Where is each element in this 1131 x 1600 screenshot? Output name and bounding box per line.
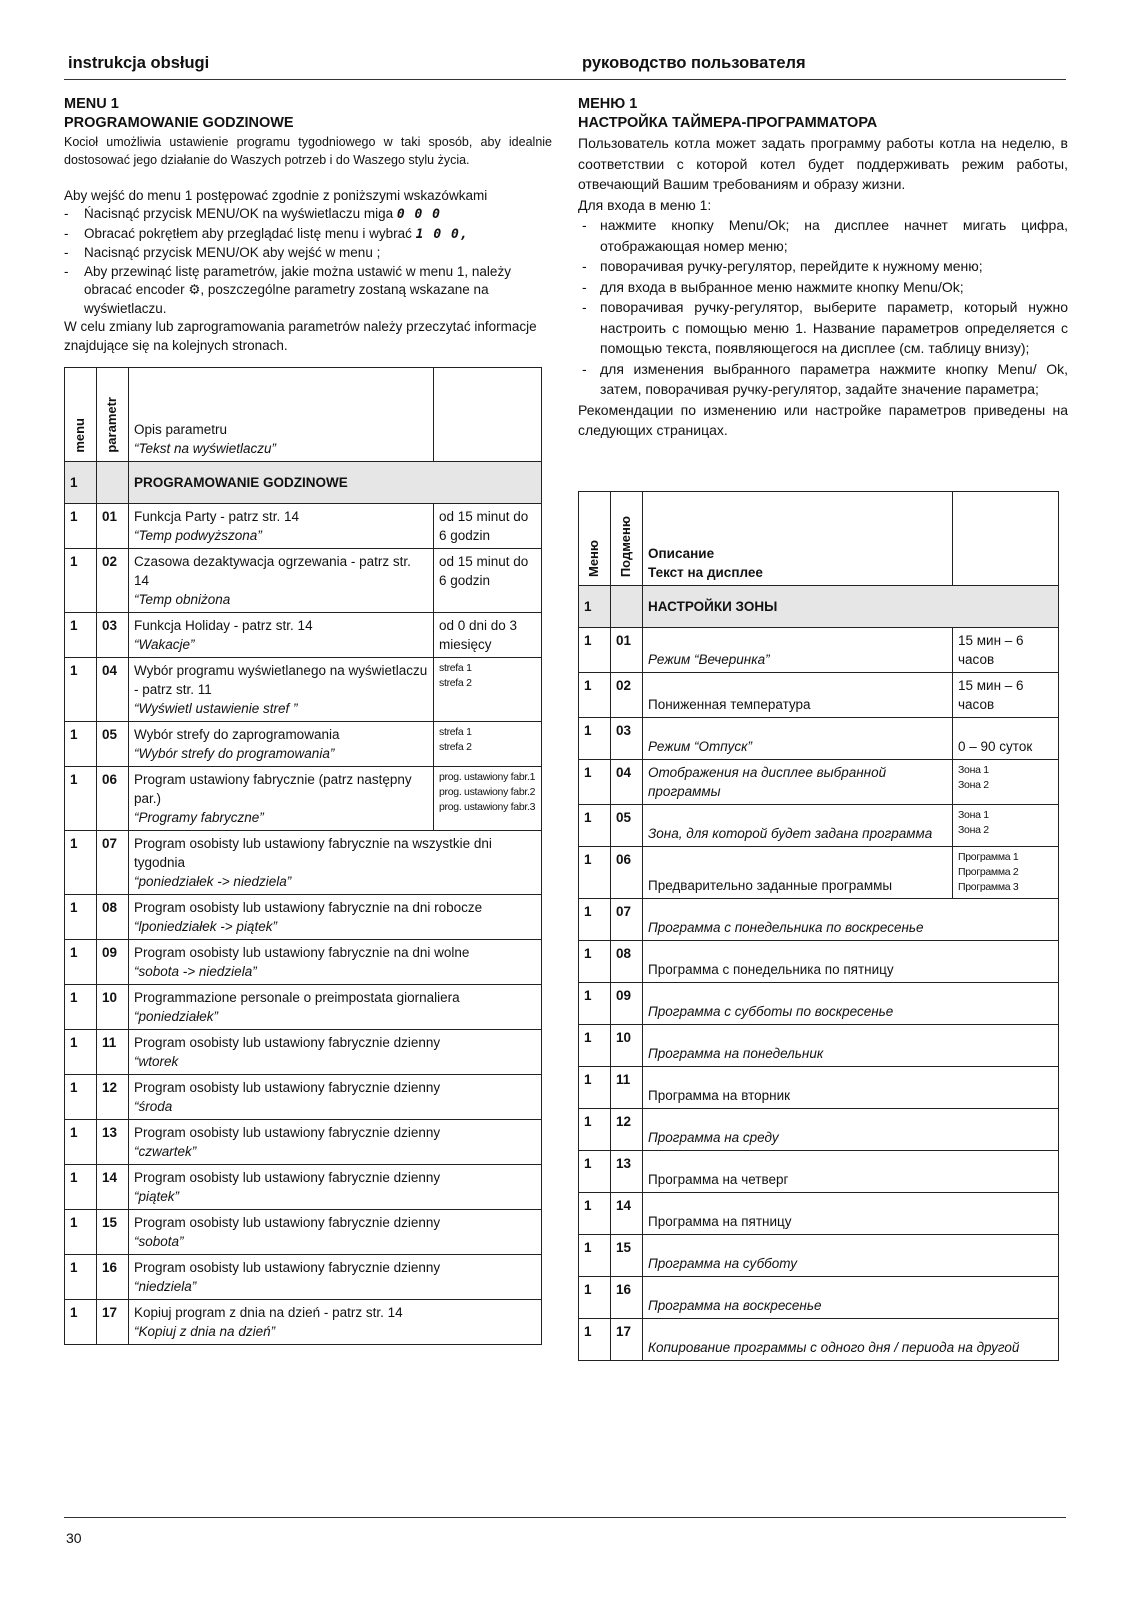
table-row: [579, 1151, 1059, 1193]
row-value-line: od 15 minut do: [439, 554, 529, 569]
row-desc-text: Программа на понедельник: [648, 1046, 824, 1061]
table-row: [65, 1210, 542, 1255]
right-step-item: - для изменения выбранного параметра нажмите кнопку Menu/ Ok, затем, поворачивая ручку-регулятор, задайте значение параметра;: [578, 359, 1068, 400]
row-menu-number: 1: [65, 1300, 97, 1345]
right-step-item: - нажмите кнопку Menu/Ok; на дисплее начнет мигать цифра, отображающая номер меню;: [578, 215, 1068, 256]
row-param-number: 16: [611, 1277, 643, 1319]
row-desc-text: Программа на вторник: [648, 1088, 791, 1103]
row-desc-text: Программа с субботы по воскресенье: [648, 1004, 894, 1019]
row-display-text: “poniedziałek -> niedziela”: [134, 874, 292, 889]
header-rule: [64, 79, 1066, 80]
table-row: [65, 940, 542, 985]
row-description: [129, 1300, 542, 1345]
left-outro: W celu zmiany lub zaprogramowania parametrów należy przeczytać informacje znajdujące się na kolejnych stronach.: [64, 319, 537, 353]
row-description: [129, 1210, 542, 1255]
left-step-text: Aby przewinąć listę parametrów, jakie można ustawić w menu 1, należy obracać encoder ⚙, poszczególne parametry zostaną wskazane na wyświetlaczu.: [84, 263, 511, 316]
row-value-line: часов: [958, 652, 995, 667]
row-desc-text: Программа на четверг: [648, 1172, 789, 1187]
header-value-cell: [434, 368, 542, 462]
table-row: [65, 549, 542, 613]
row-desc-text: Wybór strefy do zaprogramowania: [134, 727, 340, 742]
row-description: [129, 1075, 542, 1120]
header-desc-cell: [643, 492, 953, 586]
row-value-line: Зона 1: [958, 764, 989, 776]
row-display-text: “Temp podwyższona”: [134, 528, 262, 543]
row-description: [129, 613, 434, 658]
table-row: [65, 767, 542, 831]
left-step-text: Ńacisnąć przycisk MENU/OK na wyświetlaczu miga: [84, 206, 394, 221]
row-param-number: 06: [97, 767, 129, 831]
row-desc-text: Funkcja Party - patrz str. 14: [134, 509, 300, 524]
row-desc-text: Program osobisty lub ustawiony fabrycznie dzienny: [134, 1170, 441, 1185]
row-value-line: strefa 2: [439, 677, 472, 689]
row-menu-number: 1: [579, 983, 611, 1025]
row-desc-text: Program osobisty lub ustawiony fabrycznie dzienny: [134, 1260, 441, 1275]
row-param-number: 03: [611, 718, 643, 760]
right-enter-text: Для входа в меню 1:: [578, 196, 712, 213]
table-row: [579, 1067, 1059, 1109]
row-param-number: 04: [97, 658, 129, 722]
row-menu-number: 1: [579, 805, 611, 847]
header-right-title: руководство пользователя: [582, 54, 806, 72]
header-value-cell: [953, 492, 1059, 586]
row-description: [129, 940, 542, 985]
row-param-number: 15: [611, 1235, 643, 1277]
row-display-text: “Wybór strefy do programowania”: [134, 746, 335, 761]
row-value-range: [434, 658, 542, 722]
row-param-number: 12: [97, 1075, 129, 1120]
row-display-text: “czwartek”: [134, 1144, 197, 1159]
row-description: [129, 831, 542, 895]
table-row: [65, 831, 542, 895]
row-param-number: 13: [611, 1151, 643, 1193]
row-menu-number: 1: [579, 1277, 611, 1319]
table-row: [65, 985, 542, 1030]
row-menu-number: 1: [579, 1193, 611, 1235]
row-desc-text: Пониженная температура: [648, 697, 811, 712]
row-value-line: strefa 1: [439, 726, 472, 738]
row-display-text: “środa: [134, 1099, 173, 1114]
row-description: [643, 1109, 1059, 1151]
row-value-range: [953, 673, 1059, 718]
row-param-number: 01: [611, 628, 643, 673]
row-display-text: “Kopiuj z dnia na dzień”: [134, 1324, 276, 1339]
row-menu-number: 1: [65, 1075, 97, 1120]
row-param-number: 10: [97, 985, 129, 1030]
row-display-text: “wtorek: [134, 1054, 179, 1069]
left-steps-list: [64, 205, 552, 318]
left-step-text: Nacisnąć przycisk MENU/OK aby wejść w menu ;: [84, 245, 381, 260]
row-description: [129, 895, 542, 940]
row-desc-text: Kopiuj program z dnia na dzień - patrz str. 14: [134, 1305, 403, 1320]
table-row: [579, 983, 1059, 1025]
row-description: [643, 1067, 1059, 1109]
row-desc-text: Программа с понедельника по воскресенье: [648, 920, 924, 935]
row-param-number: 04: [611, 760, 643, 805]
row-menu-number: 1: [579, 941, 611, 983]
row-menu-number: 1: [65, 985, 97, 1030]
display-digits-icon: 1 0 0,: [415, 226, 469, 242]
row-desc-text: Программа на пятницу: [648, 1214, 792, 1229]
row-desc-text: Режим “Отпуск”: [648, 739, 753, 754]
header-display-text-label: “Tekst na wyświetlaczu”: [134, 441, 277, 456]
right-outro: Рекомендации по изменению или настройке параметров приведены на следующих страницах.: [578, 401, 1068, 438]
left-column: [64, 95, 552, 355]
row-display-text: “piątek”: [134, 1189, 180, 1204]
table-row: [579, 847, 1059, 899]
header-left-title: instrukcja obsługi: [68, 54, 210, 72]
table-row: [65, 1255, 542, 1300]
row-param-number: 08: [97, 895, 129, 940]
row-display-text: “Temp obniżona: [134, 592, 231, 607]
table-header-row: [579, 492, 1059, 586]
row-description: [643, 847, 953, 899]
row-value-range: [953, 847, 1059, 899]
row-description: [129, 1120, 542, 1165]
left-step-item: [64, 244, 552, 263]
row-menu-number: 1: [65, 767, 97, 831]
row-param-number: 05: [611, 805, 643, 847]
row-value-line: Программа 3: [958, 881, 1019, 893]
left-enter-text: Aby wejść do menu 1 postępować zgodnie z poniższymi wskazówkami: [64, 188, 488, 203]
row-value-range: [434, 549, 542, 613]
row-desc-text: Program osobisty lub ustawiony fabrycznie na dni robocze: [134, 900, 483, 915]
table-row: [579, 1109, 1059, 1151]
section-empty: [611, 586, 643, 628]
table-section-row: [579, 586, 1059, 628]
row-menu-number: 1: [65, 658, 97, 722]
left-step-text: Obracać pokrętłem aby przeglądać listę menu i wybrać: [84, 225, 412, 241]
table-row: [579, 673, 1059, 718]
row-menu-number: 1: [65, 831, 97, 895]
row-description: [643, 1025, 1059, 1067]
row-desc-text: Предварительно заданные программы: [648, 878, 893, 893]
row-value-line: prog. ustawiony fabr.1: [439, 771, 536, 783]
row-param-number: 05: [97, 722, 129, 767]
display-digits-icon: 0 0 0: [396, 207, 441, 222]
row-param-number: 01: [97, 504, 129, 549]
row-param-number: 06: [611, 847, 643, 899]
row-menu-number: 1: [579, 718, 611, 760]
footer-rule: [64, 1517, 1066, 1518]
right-parameter-table: [578, 491, 1059, 1361]
row-description: [129, 767, 434, 831]
row-description: [643, 983, 1059, 1025]
row-display-text: “niedziela”: [134, 1279, 197, 1294]
row-param-number: 16: [97, 1255, 129, 1300]
row-value-line: 0 – 90 суток: [958, 739, 1033, 754]
header-param-label: parametr: [104, 397, 119, 453]
row-param-number: 11: [97, 1030, 129, 1075]
row-value-range: [953, 628, 1059, 673]
header-display-text-label: Текст на дисплее: [648, 565, 763, 580]
row-description: [129, 1255, 542, 1300]
right-step-item: - поворачивая ручку-регулятор, выберите параметр, который нужно настроить с помощью меню 1. Название параметров определяется с помощью текста, появляющегося на дисплее (см. таблицу внизу);: [578, 297, 1068, 359]
row-desc-text: Program ustawiony fabrycznie (patrz następny par.): [134, 772, 412, 806]
table-row: [65, 1030, 542, 1075]
header-param-label: Подменю: [618, 515, 633, 577]
row-description: [643, 899, 1059, 941]
row-display-text: “sobota -> niedziela”: [134, 964, 257, 979]
table-row: [65, 1120, 542, 1165]
row-desc-text: Режим “Вечеринка”: [648, 652, 770, 667]
section-label: PROGRAMOWANIE GODZINOWE: [129, 462, 542, 504]
right-step-item: - поворачивая ручку-регулятор, перейдите к нужному меню;: [578, 256, 1068, 277]
row-menu-number: 1: [65, 895, 97, 940]
row-description: [643, 718, 953, 760]
left-menu-title: MENU 1: [64, 96, 119, 112]
row-value-line: prog. ustawiony fabr.3: [439, 801, 536, 813]
row-value-line: od 15 minut do: [439, 509, 529, 524]
row-value-line: Зона 2: [958, 824, 989, 836]
row-display-text: “lponiedziałek -> piątek”: [134, 919, 277, 934]
section-number: 1: [579, 586, 611, 628]
row-menu-number: 1: [579, 1109, 611, 1151]
right-section-title: НАСТРОЙКА ТАЙМЕРА-ПРОГРАММАТОРА: [578, 115, 878, 131]
row-menu-number: 1: [579, 673, 611, 718]
row-value-line: miesięcy: [439, 637, 492, 652]
table-row: [579, 628, 1059, 673]
row-description: [643, 1193, 1059, 1235]
row-param-number: 07: [97, 831, 129, 895]
row-description: [129, 1030, 542, 1075]
table-row: [579, 1319, 1059, 1361]
row-value-range: [953, 805, 1059, 847]
row-desc-text: Program osobisty lub ustawiony fabrycznie dzienny: [134, 1080, 441, 1095]
row-description: [643, 941, 1059, 983]
row-param-number: 17: [97, 1300, 129, 1345]
row-description: [129, 549, 434, 613]
row-description: [643, 1235, 1059, 1277]
table-row: [579, 899, 1059, 941]
row-value-line: Зона 1: [958, 809, 989, 821]
left-step-item: [64, 205, 552, 225]
row-value-range: [434, 504, 542, 549]
row-description: [643, 805, 953, 847]
header-param-cell: [611, 492, 643, 586]
header-desc-cell: [129, 368, 434, 462]
row-desc-text: Czasowa dezaktywacja ogrzewania - patrz str. 14: [134, 554, 411, 588]
row-description: [643, 673, 953, 718]
row-menu-number: 1: [65, 613, 97, 658]
row-value-line: Зона 2: [958, 779, 989, 791]
row-value-line: od 0 dni do 3: [439, 618, 518, 633]
row-value-line: prog. ustawiony fabr.2: [439, 786, 536, 798]
row-menu-number: 1: [579, 1151, 611, 1193]
row-menu-number: 1: [65, 940, 97, 985]
row-value-line: Программа 1: [958, 851, 1019, 863]
row-desc-text: Funkcja Holiday - patrz str. 14: [134, 618, 313, 633]
row-value-line: часов: [958, 697, 995, 712]
row-description: [129, 1165, 542, 1210]
header-menu-label: Меню: [586, 539, 601, 577]
row-desc-text: Программа на воскресенье: [648, 1298, 822, 1313]
row-display-text: “sobota”: [134, 1234, 184, 1249]
row-menu-number: 1: [579, 1319, 611, 1361]
row-menu-number: 1: [579, 1067, 611, 1109]
row-value-line: 6 godzin: [439, 528, 491, 543]
row-display-text: “Wakacje”: [134, 637, 195, 652]
row-desc-text: Зона, для которой будет задана программа: [648, 826, 933, 841]
table-row: [65, 1165, 542, 1210]
header-menu-label: menu: [72, 418, 87, 453]
row-value-line: strefa 1: [439, 662, 472, 674]
row-description: [129, 722, 434, 767]
row-value-line: Программа 2: [958, 866, 1019, 878]
table-row: [65, 722, 542, 767]
table-row: [579, 760, 1059, 805]
header-param-cell: [97, 368, 129, 462]
row-menu-number: 1: [579, 1025, 611, 1067]
table-row: [65, 895, 542, 940]
row-param-number: 02: [611, 673, 643, 718]
left-section-title: PROGRAMOWANIE GODZINOWE: [64, 115, 294, 131]
row-description: [643, 1277, 1059, 1319]
row-description: [129, 504, 434, 549]
row-menu-number: 1: [65, 1165, 97, 1210]
table-row: [579, 805, 1059, 847]
row-param-number: 07: [611, 899, 643, 941]
row-menu-number: 1: [65, 504, 97, 549]
row-desc-text: Программа с понедельника по пятницу: [648, 962, 894, 977]
row-desc-text: Program osobisty lub ustawiony fabrycznie dzienny: [134, 1035, 441, 1050]
row-value-range: [953, 760, 1059, 805]
row-param-number: 11: [611, 1067, 643, 1109]
row-display-text: “poniedziałek”: [134, 1009, 219, 1024]
row-description: [129, 985, 542, 1030]
row-description: [643, 760, 953, 805]
row-desc-text: Программа на среду: [648, 1130, 779, 1145]
row-param-number: 02: [97, 549, 129, 613]
table-row: [579, 941, 1059, 983]
row-param-number: 08: [611, 941, 643, 983]
row-value-range: [434, 767, 542, 831]
row-menu-number: 1: [65, 1210, 97, 1255]
section-empty: [97, 462, 129, 504]
table-row: [65, 658, 542, 722]
row-value-range: [434, 722, 542, 767]
table-row: [579, 1193, 1059, 1235]
row-value-line: strefa 2: [439, 741, 472, 753]
row-param-number: 09: [611, 983, 643, 1025]
row-value-line: 15 мин – 6: [958, 678, 1024, 693]
header-menu-cell: [579, 492, 611, 586]
right-step-item: - для входа в выбранное меню нажмите кнопку Menu/Ok;: [578, 277, 1068, 298]
header-desc-label: Opis parametru: [134, 422, 228, 437]
row-param-number: 13: [97, 1120, 129, 1165]
left-parameter-table: [64, 367, 542, 1345]
table-row: [65, 613, 542, 658]
row-desc-text: Program osobisty lub ustawiony fabrycznie na wszystkie dni tygodnia: [134, 836, 492, 870]
row-description: [643, 1151, 1059, 1193]
row-menu-number: 1: [579, 1235, 611, 1277]
row-menu-number: 1: [579, 847, 611, 899]
right-intro: Пользователь котла может задать программу работы котла на неделю, в соответствии с которой котел будет поддерживать режим работы, отвечающий Вашим требованиям и образу жизни.: [578, 135, 1068, 192]
row-description: [643, 1319, 1059, 1361]
table-row: [65, 1075, 542, 1120]
row-param-number: 10: [611, 1025, 643, 1067]
row-value-range: [953, 718, 1059, 760]
section-number: 1: [65, 462, 97, 504]
row-display-text: “Programy fabryczne”: [134, 810, 264, 825]
row-param-number: 14: [97, 1165, 129, 1210]
table-row: [579, 1025, 1059, 1067]
row-menu-number: 1: [65, 1120, 97, 1165]
left-step-item: [64, 225, 552, 245]
right-steps-list: [578, 215, 1068, 400]
table-row: [65, 1300, 542, 1345]
row-desc-text: Program osobisty lub ustawiony fabrycznie na dni wolne: [134, 945, 470, 960]
left-step-item: [64, 263, 552, 319]
header-desc-label: Описание: [648, 546, 715, 561]
row-description: [643, 628, 953, 673]
row-value-range: [434, 613, 542, 658]
row-desc-text: Program osobisty lub ustawiony fabrycznie dzienny: [134, 1215, 441, 1230]
row-value-line: 15 мин – 6: [958, 633, 1024, 648]
row-param-number: 09: [97, 940, 129, 985]
row-menu-number: 1: [65, 1030, 97, 1075]
row-description: [129, 658, 434, 722]
row-param-number: 03: [97, 613, 129, 658]
row-param-number: 15: [97, 1210, 129, 1255]
table-row: [579, 1235, 1059, 1277]
header-menu-cell: [65, 368, 97, 462]
row-desc-text: Wybór programu wyświetlanego na wyświetlaczu - patrz str. 11: [134, 663, 428, 697]
row-menu-number: 1: [579, 760, 611, 805]
row-menu-number: 1: [65, 549, 97, 613]
row-desc-text: Копирование программы с одного дня / периода на другой: [648, 1340, 1020, 1355]
table-row: [65, 504, 542, 549]
right-menu-title: МЕНЮ 1: [578, 96, 638, 112]
table-row: [579, 718, 1059, 760]
left-intro: Kocioł umożliwia ustawienie programu tygodniowego w taki sposób, aby idealnie dostosować jego działanie do Waszych potrzeb i do Waszego stylu życia.: [64, 135, 552, 167]
row-desc-text: Programmazione personale o preimpostata giornaliera: [134, 990, 460, 1005]
row-desc-text: Программа на субботу: [648, 1256, 797, 1271]
row-param-number: 12: [611, 1109, 643, 1151]
section-label: НАСТРОЙКИ ЗОНЫ: [643, 586, 1059, 628]
row-param-number: 14: [611, 1193, 643, 1235]
table-header-row: [65, 368, 542, 462]
row-desc-text: Отображения на дисплее выбранной программы: [648, 765, 887, 799]
table-section-row: [65, 462, 542, 504]
row-desc-text: Program osobisty lub ustawiony fabrycznie dzienny: [134, 1125, 441, 1140]
page-number: 30: [66, 1530, 82, 1546]
row-menu-number: 1: [579, 899, 611, 941]
row-value-line: 6 godzin: [439, 573, 491, 588]
right-column: [578, 95, 1068, 441]
row-menu-number: 1: [65, 722, 97, 767]
row-display-text: “Wyświetl ustawienie stref ”: [134, 701, 298, 716]
table-row: [579, 1277, 1059, 1319]
row-menu-number: 1: [65, 1255, 97, 1300]
row-menu-number: 1: [579, 628, 611, 673]
row-param-number: 17: [611, 1319, 643, 1361]
